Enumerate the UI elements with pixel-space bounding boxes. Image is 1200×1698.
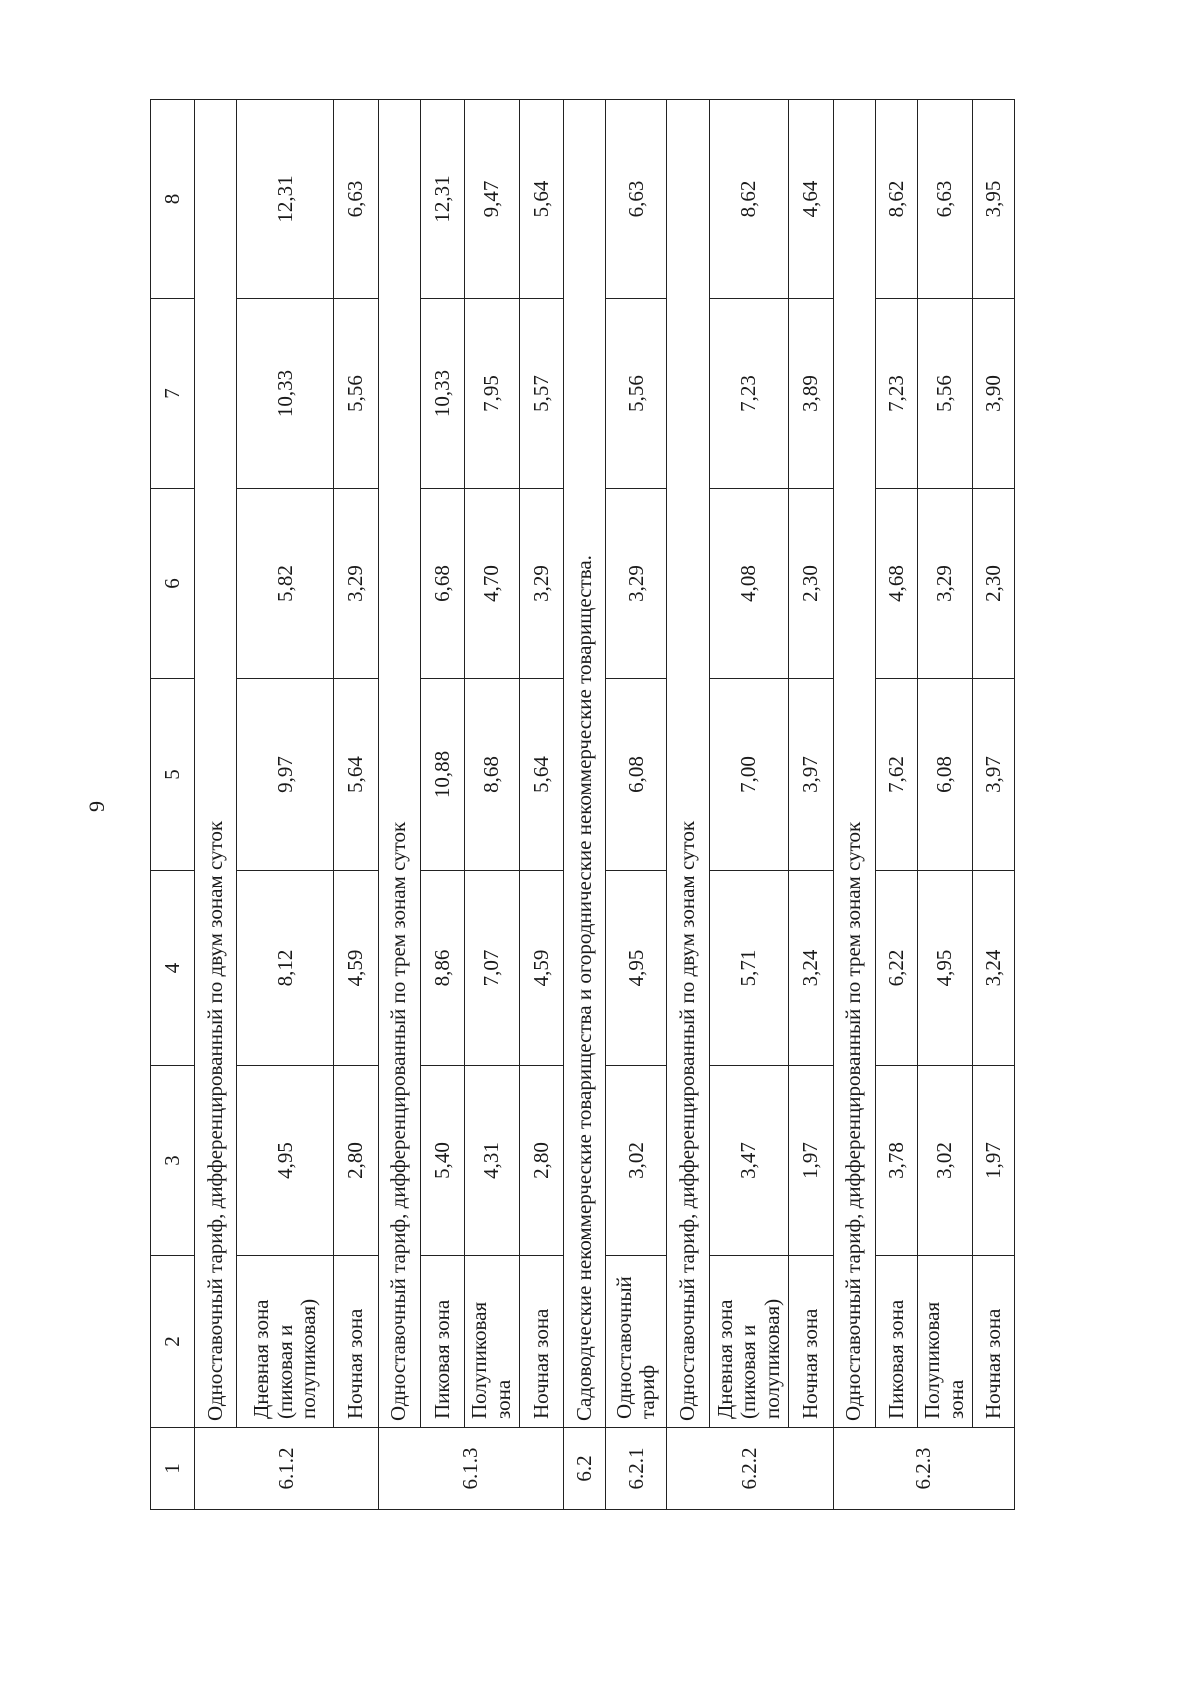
tariff-table [150, 99, 1015, 1510]
section-title-row [833, 100, 875, 1510]
value-cell: 8,68 [465, 679, 520, 871]
column-header-7: 7 [151, 299, 195, 489]
value-cell: 3,95 [972, 100, 1014, 299]
section-title-row [378, 100, 420, 1510]
value-cell: 10,88 [420, 679, 464, 871]
value-cell: 4,70 [465, 489, 520, 679]
value-cell: 7,23 [875, 299, 917, 489]
value-cell: 12,31 [237, 100, 334, 299]
table-row [917, 100, 972, 1510]
row-code: 6.2 [564, 1428, 606, 1510]
table-row [334, 100, 378, 1510]
value-cell: 3,90 [972, 299, 1014, 489]
column-header-3: 3 [151, 1066, 195, 1256]
value-cell: 2,30 [789, 489, 833, 679]
value-cell: 3,24 [972, 871, 1014, 1066]
column-header-4: 4 [151, 871, 195, 1066]
value-cell: 4,95 [917, 871, 972, 1066]
value-cell: 8,62 [709, 100, 789, 299]
value-cell: 7,95 [465, 299, 520, 489]
value-cell: 7,62 [875, 679, 917, 871]
zone-name: Дневная зона (пиковая и полупиковая) [709, 1256, 789, 1428]
page-number: 9 [84, 801, 109, 812]
header-row [151, 100, 195, 1510]
value-cell: 3,97 [789, 679, 833, 871]
section-title-row [667, 100, 709, 1510]
section-title: Одноставочный тариф, дифференцированный по трем зонам суток [833, 100, 875, 1428]
column-header-5: 5 [151, 679, 195, 871]
table-row [606, 100, 667, 1510]
value-cell: 4,64 [789, 100, 833, 299]
value-cell: 10,33 [420, 299, 464, 489]
row-code: 6.1.3 [378, 1428, 564, 1510]
value-cell: 4,08 [709, 489, 789, 679]
value-cell: 3,29 [606, 489, 667, 679]
zone-name: Одноставочный тариф [606, 1256, 667, 1428]
rotated-table-container [150, 100, 1015, 1510]
column-header-8: 8 [151, 100, 195, 299]
zone-name: Пиковая зона [875, 1256, 917, 1428]
table-row [789, 100, 833, 1510]
zone-name: Полупиковая зона [465, 1256, 520, 1428]
value-cell: 3,78 [875, 1066, 917, 1256]
value-cell: 5,64 [334, 679, 378, 871]
value-cell: 4,68 [875, 489, 917, 679]
value-cell: 3,29 [334, 489, 378, 679]
value-cell: 8,86 [420, 871, 464, 1066]
zone-name: Дневная зона (пиковая и полупиковая) [237, 1256, 334, 1428]
value-cell: 1,97 [972, 1066, 1014, 1256]
value-cell: 6,63 [917, 100, 972, 299]
column-header-6: 6 [151, 489, 195, 679]
row-code: 6.1.2 [195, 1428, 378, 1510]
value-cell: 6,08 [917, 679, 972, 871]
column-header-1: 1 [151, 1428, 195, 1510]
zone-name: Ночная зона [789, 1256, 833, 1428]
table-row [420, 100, 464, 1510]
value-cell: 5,71 [709, 871, 789, 1066]
value-cell: 3,47 [709, 1066, 789, 1256]
value-cell: 4,59 [334, 871, 378, 1066]
value-cell: 5,57 [519, 299, 563, 489]
table-row [972, 100, 1014, 1510]
value-cell: 3,97 [972, 679, 1014, 871]
value-cell: 7,00 [709, 679, 789, 871]
section-title: Садоводческие некоммерческие товарищества и огороднические некоммерческие товарищества. [564, 100, 606, 1428]
value-cell: 5,56 [334, 299, 378, 489]
value-cell: 4,95 [606, 871, 667, 1066]
section-title: Одноставочный тариф, дифференцированный по трем зонам суток [378, 100, 420, 1428]
table-row [519, 100, 563, 1510]
value-cell: 2,80 [519, 1066, 563, 1256]
value-cell: 7,07 [465, 871, 520, 1066]
value-cell: 8,62 [875, 100, 917, 299]
value-cell: 3,02 [917, 1066, 972, 1256]
value-cell: 9,47 [465, 100, 520, 299]
zone-name: Полупиковая зона [917, 1256, 972, 1428]
value-cell: 3,24 [789, 871, 833, 1066]
value-cell: 3,29 [519, 489, 563, 679]
value-cell: 5,82 [237, 489, 334, 679]
section-title-row [195, 100, 237, 1510]
value-cell: 5,64 [519, 679, 563, 871]
value-cell: 3,29 [917, 489, 972, 679]
section-title: Одноставочный тариф, дифференцированный по двум зонам суток [195, 100, 237, 1428]
value-cell: 5,56 [917, 299, 972, 489]
value-cell: 4,95 [237, 1066, 334, 1256]
value-cell: 2,80 [334, 1066, 378, 1256]
value-cell: 3,02 [606, 1066, 667, 1256]
value-cell: 5,56 [606, 299, 667, 489]
section-title-row [564, 100, 606, 1510]
zone-name: Ночная зона [334, 1256, 378, 1428]
value-cell: 6,63 [334, 100, 378, 299]
zone-name: Ночная зона [972, 1256, 1014, 1428]
value-cell: 3,89 [789, 299, 833, 489]
value-cell: 9,97 [237, 679, 334, 871]
table-row [465, 100, 520, 1510]
value-cell: 7,23 [709, 299, 789, 489]
value-cell: 6,22 [875, 871, 917, 1066]
zone-name: Ночная зона [519, 1256, 563, 1428]
value-cell: 1,97 [789, 1066, 833, 1256]
value-cell: 6,68 [420, 489, 464, 679]
row-code: 6.2.1 [606, 1428, 667, 1510]
row-code: 6.2.2 [667, 1428, 833, 1510]
row-code: 6.2.3 [833, 1428, 1014, 1510]
value-cell: 5,64 [519, 100, 563, 299]
table-row [237, 100, 334, 1510]
section-title: Одноставочный тариф, дифференцированный по двум зонам суток [667, 100, 709, 1428]
value-cell: 6,08 [606, 679, 667, 871]
table-row [875, 100, 917, 1510]
value-cell: 4,31 [465, 1066, 520, 1256]
table-row [709, 100, 789, 1510]
value-cell: 12,31 [420, 100, 464, 299]
value-cell: 5,40 [420, 1066, 464, 1256]
zone-name: Пиковая зона [420, 1256, 464, 1428]
value-cell: 4,59 [519, 871, 563, 1066]
value-cell: 8,12 [237, 871, 334, 1066]
value-cell: 2,30 [972, 489, 1014, 679]
column-header-2: 2 [151, 1256, 195, 1428]
value-cell: 6,63 [606, 100, 667, 299]
value-cell: 10,33 [237, 299, 334, 489]
